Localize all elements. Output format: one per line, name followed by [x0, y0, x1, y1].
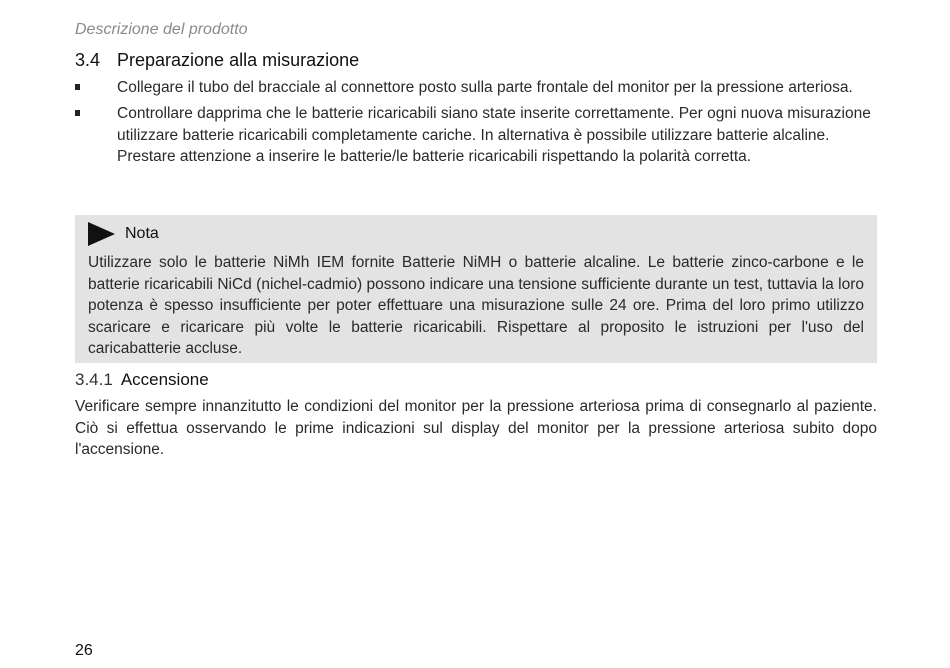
triangle-right-icon — [88, 222, 115, 246]
bullet-text: Collegare il tubo del bracciale al connettore posto sulla parte frontale del monitor per la pressione arteriosa. — [117, 79, 853, 96]
section-title: Preparazione alla misurazione — [117, 50, 360, 70]
list-item — [75, 103, 877, 168]
subsection-title: Accensione — [120, 370, 209, 389]
body-paragraph: Verificare sempre innanzitutto le condizioni del monitor per la pressione arteriosa prima di consegnarlo al paziente. Ciò si effettua osservando le prime indicazioni sul display del monitor per la pressione arteriosa subito dopo l'accensione. — [75, 398, 877, 458]
section-number: 3.4 — [75, 50, 101, 70]
note-text: Utilizzare solo le batterie NiMh IEM fornite Batterie NiMH o batterie alcaline. Le batterie zinco-carbone e le batterie ricaricabili NiCd (nichel-cadmio) possono indicare una tensione sufficiente durante un test, tuttavia la loro potenza è spesso insufficiente per poter effettuare una misurazione sulle 24 ore. Prima del loro primo utilizzo scaricare e ricaricare più volte le batterie ricaricabili. Rispettare al proposito le istruzioni per l'uso del caricabatterie accluse. — [88, 254, 864, 357]
section-heading — [75, 50, 359, 71]
running-header: Descrizione del prodotto — [75, 21, 248, 38]
square-bullet-icon — [75, 110, 80, 116]
note-box — [75, 215, 877, 363]
square-bullet-icon — [75, 84, 80, 90]
list-item — [75, 77, 877, 99]
subsection-number: 3.4.1 — [75, 370, 113, 389]
document-page — [75, 0, 877, 668]
subsection-heading — [75, 370, 209, 390]
note-label: Nota — [125, 225, 159, 242]
note-header — [88, 222, 159, 246]
bullet-text: Controllare dapprima che le batterie ricaricabili siano state inserite correttamente. Per ogni nuova misurazione utilizzare batterie ricaricabili completamente cariche. In alternativa è possibile utilizzare batterie alcaline. Prestare attenzione a inserire le batterie/le batterie ricaricabili rispettando la polarità corretta. — [117, 105, 871, 165]
page-number: 26 — [75, 642, 93, 659]
bullet-list — [75, 77, 877, 172]
